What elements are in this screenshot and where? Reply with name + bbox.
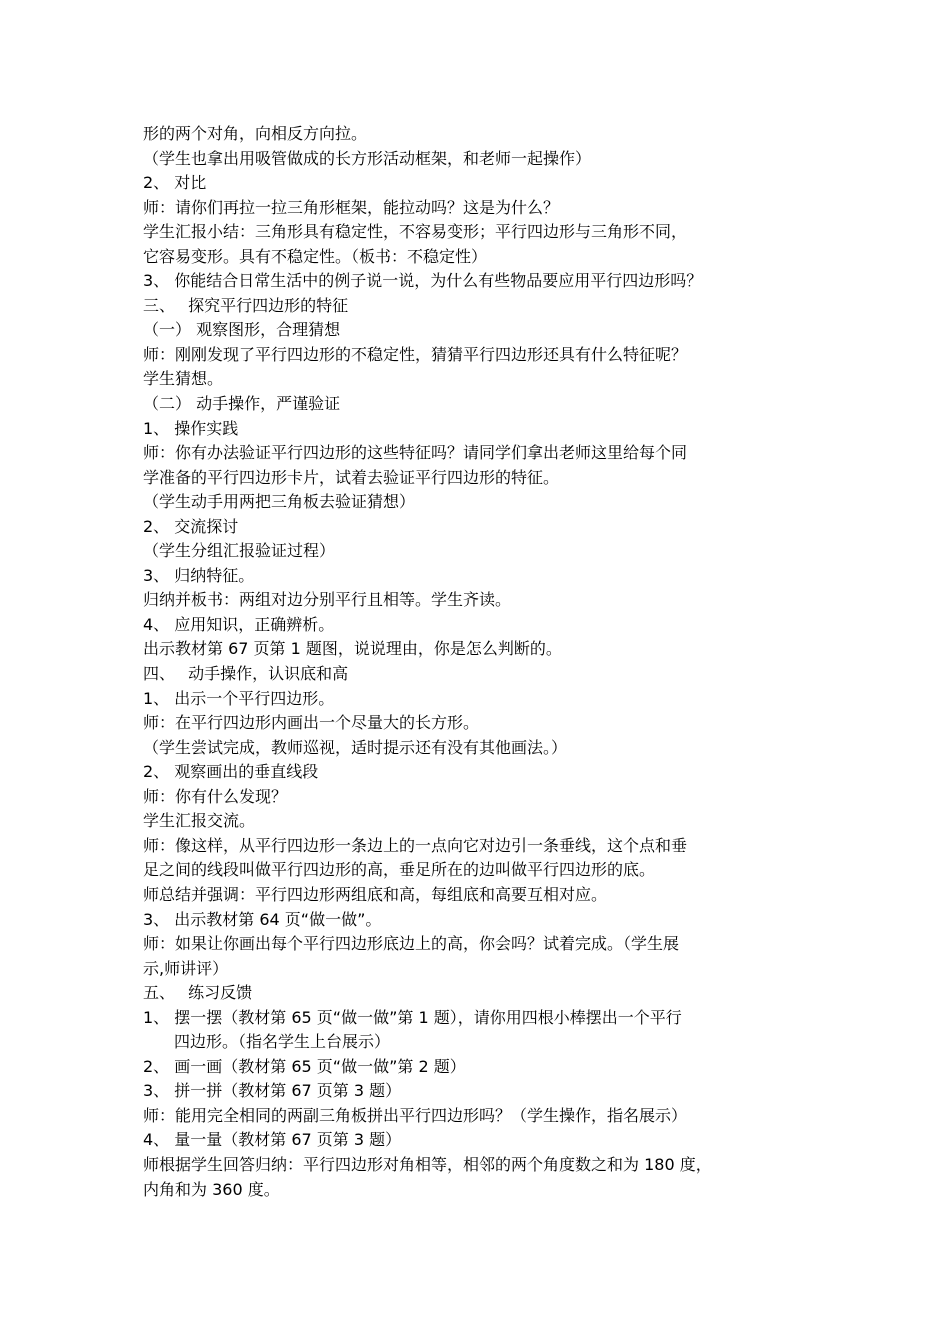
text-line: 内角和为 360 度。 [143,1179,280,1199]
text-line: 师：你有办法验证平行四边形的这些特征吗？请同学们拿出老师这里给每个同 [143,443,688,463]
list-item-heading: 3、 出示教材第 64 页“做一做”。 [143,909,382,929]
list-item-heading: 2、 观察画出的垂直线段 [143,762,319,782]
text-line: 师：能用完全相同的两副三角板拼出平行四边形吗？（学生操作，指名展示） [143,1105,688,1125]
list-item-heading: 2、 交流探讨 [143,516,239,536]
list-item-heading: 1、 出示一个平行四边形。 [143,688,335,708]
list-item-heading: 4、 应用知识，正确辨析。 [143,614,335,634]
text-line: （学生动手用两把三角板去验证猜想） [143,492,416,512]
text-line: 学生汇报交流。 [143,811,256,831]
text-line: 学生汇报小结：三角形具有稳定性，不容易变形；平行四边形与三角形不同， [143,222,688,242]
text-line: 师：刚刚发现了平行四边形的不稳定性，猜猜平行四边形还具有什么特征呢？ [143,344,688,364]
section-heading: 四、 动手操作，认识底和高 [143,664,349,684]
section-heading: 三、 探究平行四边形的特征 [143,295,349,315]
text-line: 它容易变形。具有不稳定性。（板书：不稳定性） [143,246,488,266]
text-line: （学生尝试完成，教师巡视，适时提示还有没有其他画法。） [143,737,568,757]
text-line: 四边形。（指名学生上台展示） [174,1032,391,1052]
list-item-heading: 3、 归纳特征。 [143,565,255,585]
text-line: 示,师讲评） [143,958,229,978]
text-line: 学生猜想。 [143,369,224,389]
text-line: 出示教材第 67 页第 1 题图，说说理由，你是怎么判断的。 [143,639,562,659]
text-line: 足之间的线段叫做平行四边形的高，垂足所在的边叫做平行四边形的底。 [143,860,656,880]
text-line: 学准备的平行四边形卡片，试着去验证平行四边形的特征。 [143,467,560,487]
section-heading: 五、 练习反馈 [143,983,253,1003]
list-item-heading: 2、 画一画（教材第 65 页“做一做”第 2 题） [143,1056,466,1076]
text-line: 归纳并板书：两组对边分别平行且相等。学生齐读。 [143,590,512,610]
subsection-heading: （一） 观察图形，合理猜想 [143,320,341,340]
text-line: （学生分组汇报验证过程） [143,541,336,561]
list-item-heading: 3、 拼一拼（教材第 67 页第 3 题） [143,1081,402,1101]
text-line: 师：如果让你画出每个平行四边形底边上的高，你会吗？试着完成。（学生展 [143,934,680,954]
document-page [143,122,823,1202]
list-item-heading: 3、 你能结合日常生活中的例子说一说，为什么有些物品要应用平行四边形吗？ [143,271,703,291]
subsection-heading: （二） 动手操作，严谨验证 [143,394,341,414]
list-item-heading: 4、 量一量（教材第 67 页第 3 题） [143,1130,402,1150]
text-line: 形的两个对角，向相反方向拉。 [143,124,368,143]
text-line: 师：在平行四边形内画出一个尽量大的长方形。 [143,713,480,733]
list-item-heading: 1、 操作实践 [143,418,239,438]
list-item-heading: 2、 对比 [143,173,207,193]
text-line: （学生也拿出用吸管做成的长方形活动框架，和老师一起操作） [143,148,592,168]
text-line: 师：请你们再拉一拉三角形框架，能拉动吗？这是为什么？ [143,197,560,217]
list-item-heading: 1、 摆一摆（教材第 65 页“做一做”第 1 题），请你用四根小棒摆出一个平行 [143,1007,682,1027]
text-line: 师：你有什么发现？ [143,786,288,806]
text-line: 师：像这样，从平行四边形一条边上的一点向它对边引一条垂线，这个点和垂 [143,835,688,855]
text-line: 师根据学生回答归纳：平行四边形对角相等，相邻的两个角度数之和为 180 度， [143,1154,712,1174]
text-line: 师总结并强调：平行四边形两组底和高，每组底和高要互相对应。 [143,884,608,904]
